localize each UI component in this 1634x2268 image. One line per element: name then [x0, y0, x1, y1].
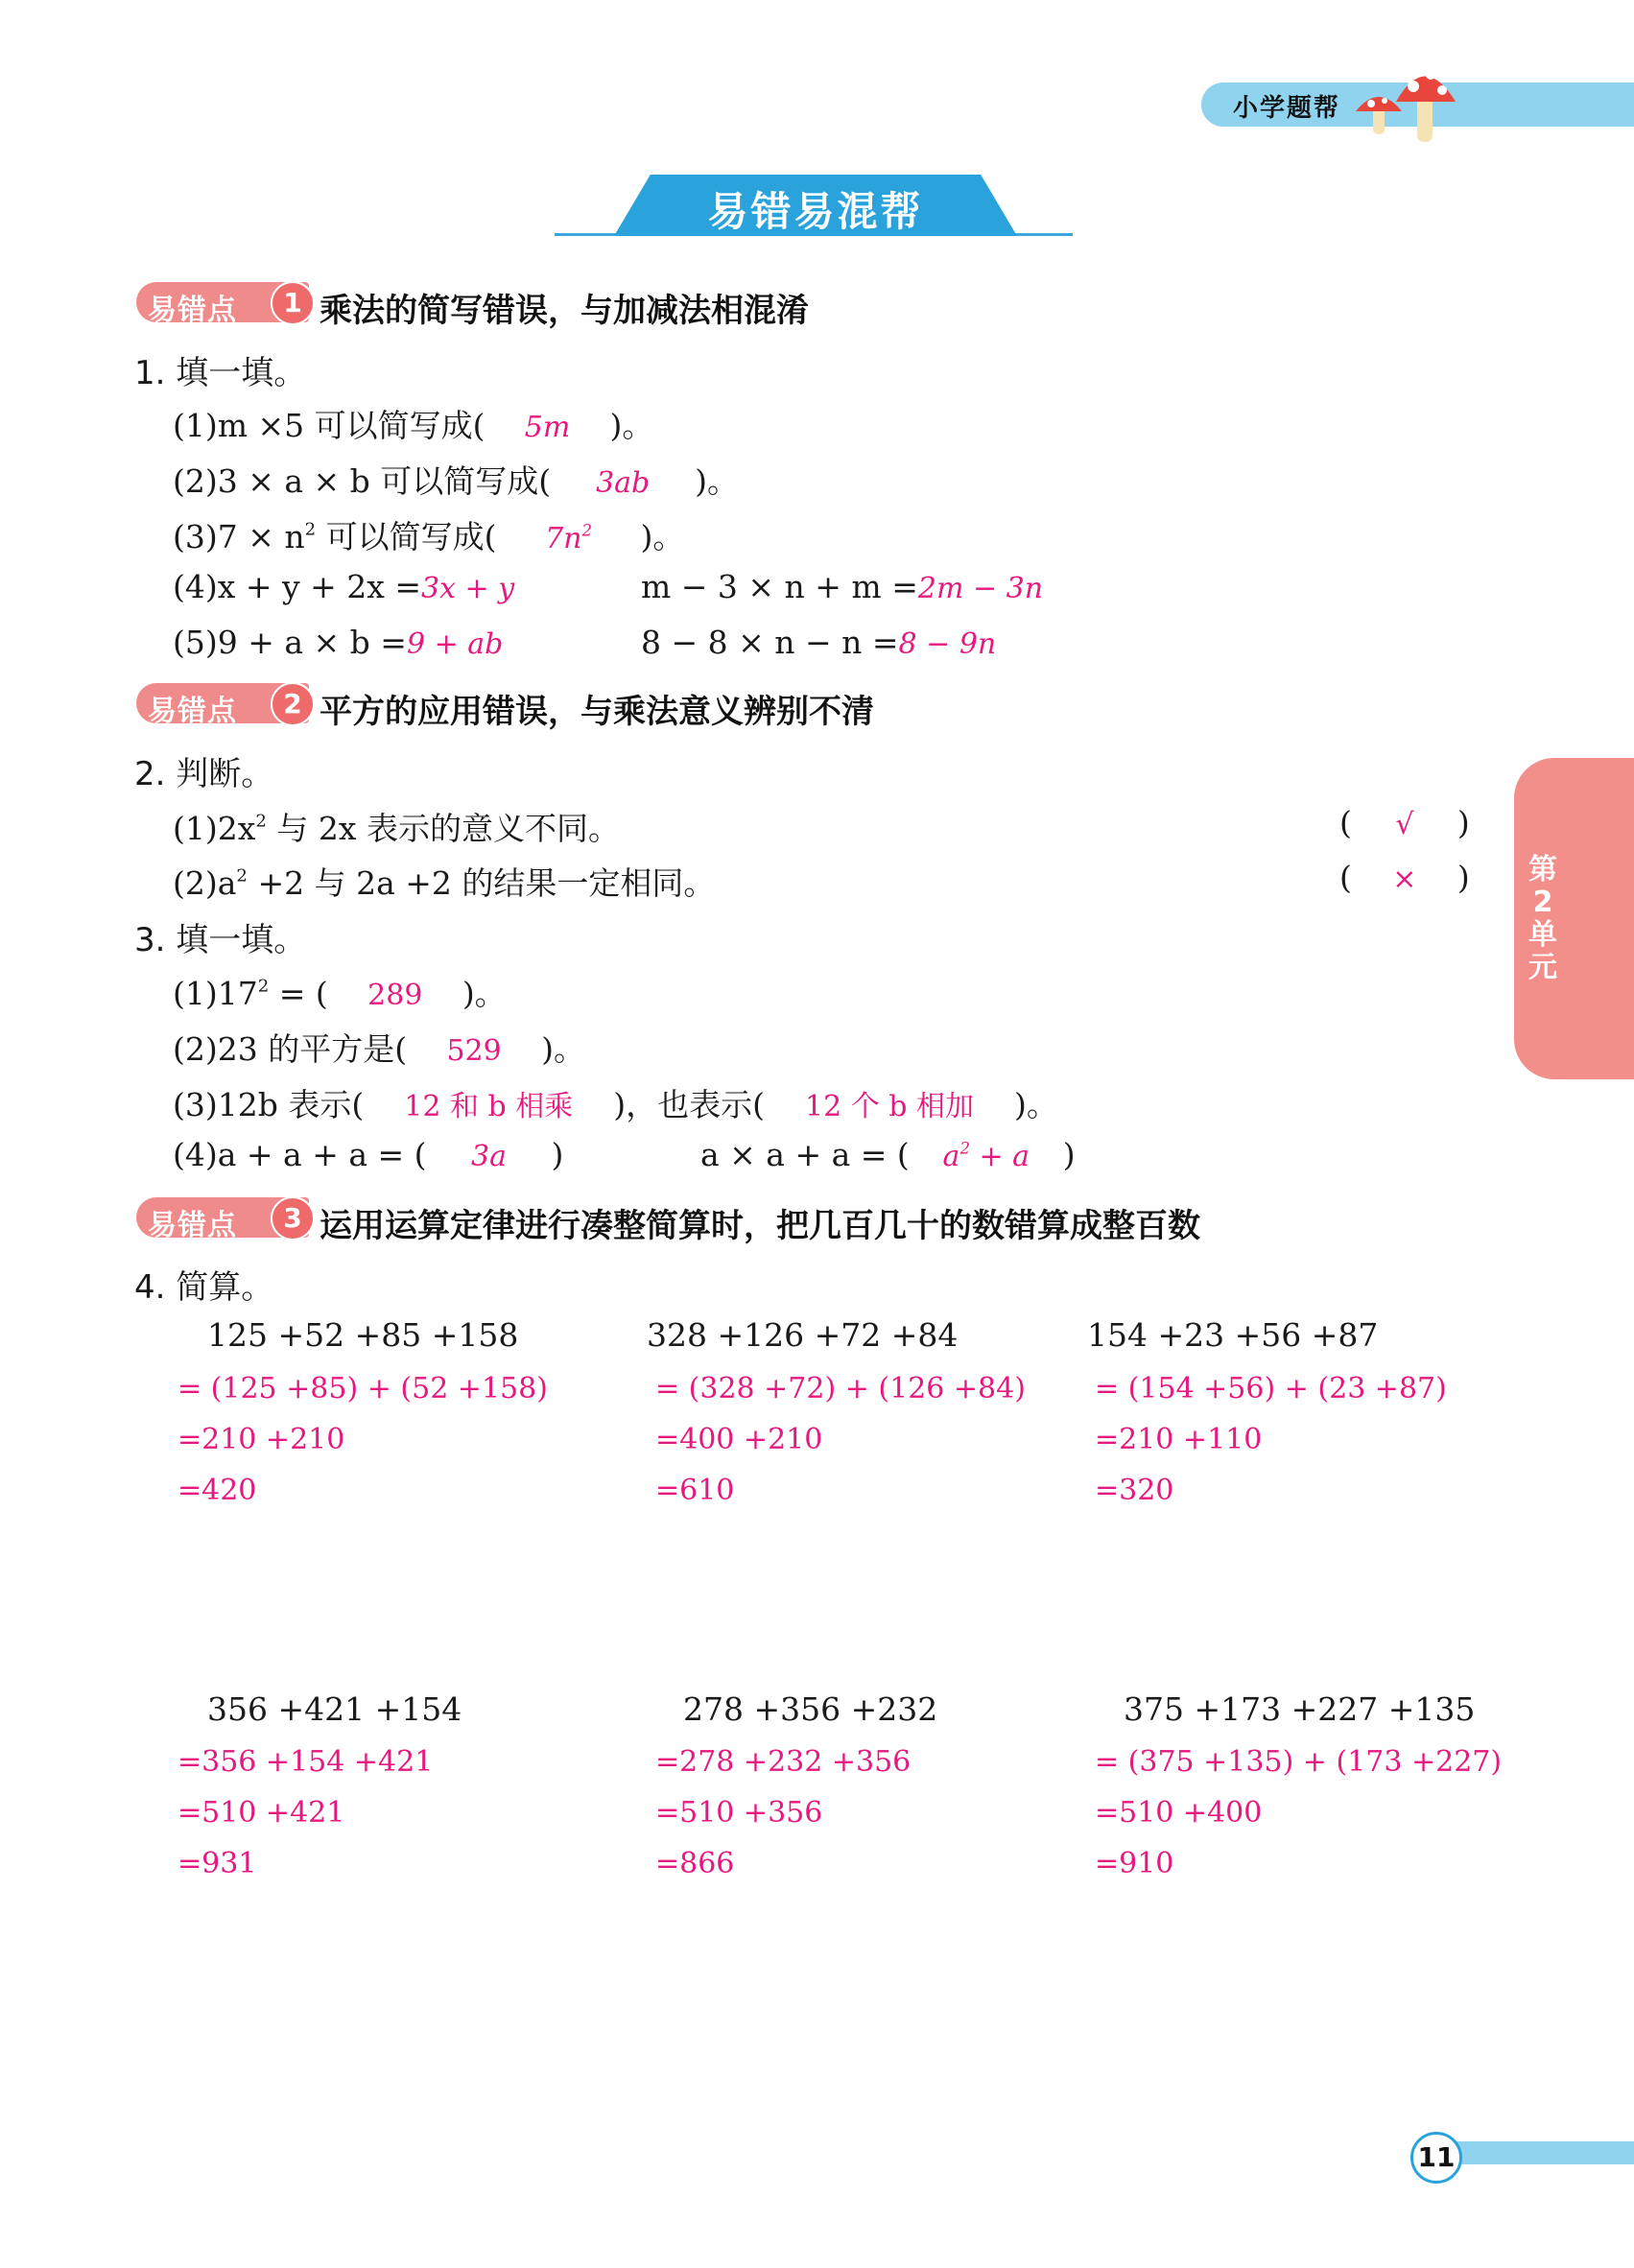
q1-r4b-text: m − 3 × n + m = — [641, 568, 918, 605]
q3-r1-text: (1)17 — [173, 975, 258, 1012]
answer: 289 — [367, 979, 423, 1012]
q1-r5a-text: (5)9 + a × b = — [173, 624, 407, 661]
q3-r2-post: )。 — [541, 1030, 585, 1068]
page-number: 11 — [1410, 2132, 1462, 2184]
q3-r1-post: )。 — [462, 975, 507, 1012]
q1-row-5a — [173, 624, 503, 661]
problem-5-step-1: =278 +232 +356 — [655, 1745, 912, 1779]
q2-r2-text: (2)a — [173, 864, 237, 902]
superscript: 2 — [255, 811, 267, 832]
q2-r1-post: 与 2x 表示的意义不同。 — [266, 810, 620, 847]
bracket-open: ( — [1339, 804, 1352, 841]
answer: 3a — [471, 1140, 508, 1173]
q1-row-3 — [173, 512, 684, 557]
answer-check: √ — [1395, 808, 1414, 841]
problem-2-step-1: = (328 +72) + (126 +84) — [655, 1372, 1026, 1406]
problem-1-step-1: = (125 +85) + (52 +158) — [178, 1372, 548, 1406]
q1-r2-post: )。 — [695, 462, 740, 500]
problem-4-step-1: =356 +154 +421 — [178, 1745, 434, 1779]
problem-6-step-1: = (375 +135) + (173 +227) — [1095, 1745, 1503, 1779]
q1-r2-text: (2)3 × a × b 可以简写成( — [173, 462, 552, 500]
problem-1-step-3: =420 — [178, 1474, 257, 1507]
answer: 8 − 9n — [898, 627, 997, 661]
q1-r3-mid: 可以简写成( — [316, 518, 497, 555]
q3-r3-text: (3)12b 表示( — [173, 1086, 365, 1123]
answer-rest: + a — [969, 1140, 1030, 1173]
q1-r3-post: )。 — [640, 518, 685, 555]
q1-r1-post: )。 — [609, 407, 654, 444]
error-point-tag-1 — [136, 282, 309, 327]
error-point-number: 1 — [271, 281, 315, 325]
answer: 12 个 b 相加 — [804, 1090, 974, 1123]
answer: 12 和 b 相乘 — [404, 1090, 574, 1123]
problem-2-step-2: =400 +210 — [655, 1423, 823, 1456]
question-3-head: 3. 填一填。 — [134, 921, 307, 959]
q3-r4a-text: (4)a + a + a = ( — [173, 1136, 427, 1173]
problem-5-expr: 278 +356 +232 — [683, 1690, 938, 1728]
answer: 3x + y — [421, 572, 515, 605]
q1-r3-text: (3)7 × n — [173, 518, 305, 555]
q3-row-1 — [173, 969, 507, 1014]
q2-r2-bracket — [1339, 859, 1470, 896]
q3-row-3 — [173, 1080, 1058, 1125]
q2-r1-bracket — [1339, 804, 1470, 841]
superscript: 2 — [304, 519, 317, 540]
superscript: 2 — [236, 865, 248, 886]
problem-3-step-3: =320 — [1095, 1474, 1174, 1507]
problem-6-step-3: =910 — [1095, 1847, 1174, 1880]
q3-r4a-post: ) — [551, 1136, 564, 1173]
question-4-head: 4. 简算。 — [134, 1268, 274, 1307]
q1-row-4a — [173, 568, 514, 605]
q2-row-2 — [173, 859, 715, 904]
q1-r1-text: (1)m ×5 可以简写成( — [173, 407, 485, 444]
bracket-open: ( — [1339, 859, 1352, 896]
problem-6-step-2: =510 +400 — [1095, 1796, 1263, 1830]
mushroom-icon — [1348, 56, 1463, 147]
answer: 7n — [545, 522, 582, 555]
page-title: 易错易混帮 — [707, 188, 924, 235]
q3-r4b-post: ) — [1062, 1136, 1076, 1173]
problem-2-expr: 328 +126 +72 +84 — [647, 1316, 959, 1354]
problem-5-step-3: =866 — [655, 1847, 735, 1880]
q1-row-4b — [641, 568, 1043, 605]
bracket-close: ) — [1456, 859, 1470, 896]
error-point-number: 2 — [271, 682, 315, 726]
answer: 9 + ab — [406, 627, 504, 661]
error-point-label: 易错点 — [148, 1209, 237, 1242]
q3-r1-mid: = ( — [269, 975, 328, 1012]
problem-4-step-3: =931 — [178, 1847, 257, 1880]
section-title-2: 平方的应用错误，与乘法意义辨别不清 — [320, 693, 874, 731]
problem-4-step-2: =510 +421 — [178, 1796, 345, 1830]
problem-5-step-2: =510 +356 — [655, 1796, 823, 1830]
q1-row-2 — [173, 457, 739, 502]
error-point-label: 易错点 — [148, 695, 237, 728]
error-point-number: 3 — [271, 1196, 315, 1240]
answer-cross: × — [1392, 862, 1417, 896]
q3-row-4b — [700, 1136, 1076, 1173]
problem-1-expr: 125 +52 +85 +158 — [207, 1316, 519, 1354]
q1-r5b-text: 8 − 8 × n − n = — [641, 624, 899, 661]
error-point-tag-3 — [136, 1197, 309, 1242]
q2-r1-text: (1)2x — [173, 810, 256, 847]
answer: 3ab — [596, 466, 651, 500]
problem-4-expr: 356 +421 +154 — [207, 1690, 462, 1728]
answer: 2m − 3n — [917, 572, 1044, 605]
problem-2-step-3: =610 — [655, 1474, 735, 1507]
q3-row-2 — [173, 1025, 585, 1070]
q3-r3-mid: )，也表示( — [613, 1086, 765, 1123]
problem-3-step-2: =210 +110 — [1095, 1423, 1263, 1456]
answer: 529 — [446, 1034, 502, 1068]
error-point-label: 易错点 — [148, 294, 237, 327]
brand-text: 小学题帮 — [1233, 94, 1341, 123]
q1-row-5b — [641, 624, 996, 661]
unit-side-tab-label: 第2单元 — [1528, 853, 1557, 984]
answer: a — [942, 1140, 960, 1173]
q1-row-1 — [173, 401, 653, 446]
superscript: 2 — [257, 976, 270, 997]
bracket-close: ) — [1456, 804, 1470, 841]
q3-r3-post: )。 — [1013, 1086, 1058, 1123]
answer-superscript: 2 — [959, 1139, 970, 1158]
problem-3-expr: 154 +23 +56 +87 — [1087, 1316, 1379, 1354]
problem-1-step-2: =210 +210 — [178, 1423, 345, 1456]
q3-row-4a — [173, 1136, 563, 1173]
error-point-tag-2 — [136, 683, 309, 728]
problem-3-step-1: = (154 +56) + (23 +87) — [1095, 1372, 1447, 1406]
section-title-1: 乘法的简写错误，与加减法相混淆 — [320, 292, 809, 330]
question-2-head: 2. 判断。 — [134, 755, 274, 793]
question-1-head: 1. 填一填。 — [134, 354, 307, 392]
section-title-3: 运用运算定律进行凑整简算时，把几百几十的数错算成整百数 — [320, 1207, 1200, 1245]
answer-superscript: 2 — [581, 521, 592, 540]
q2-r2-post: +2 与 2a +2 的结果一定相同。 — [247, 864, 716, 902]
q2-row-1 — [173, 804, 620, 849]
q1-r4a-text: (4)x + y + 2x = — [173, 568, 422, 605]
q3-r2-text: (2)23 的平方是( — [173, 1030, 408, 1068]
q3-r4b-text: a × a + a = ( — [700, 1136, 910, 1173]
answer: 5m — [524, 411, 571, 444]
problem-6-expr: 375 +173 +227 +135 — [1124, 1690, 1476, 1728]
